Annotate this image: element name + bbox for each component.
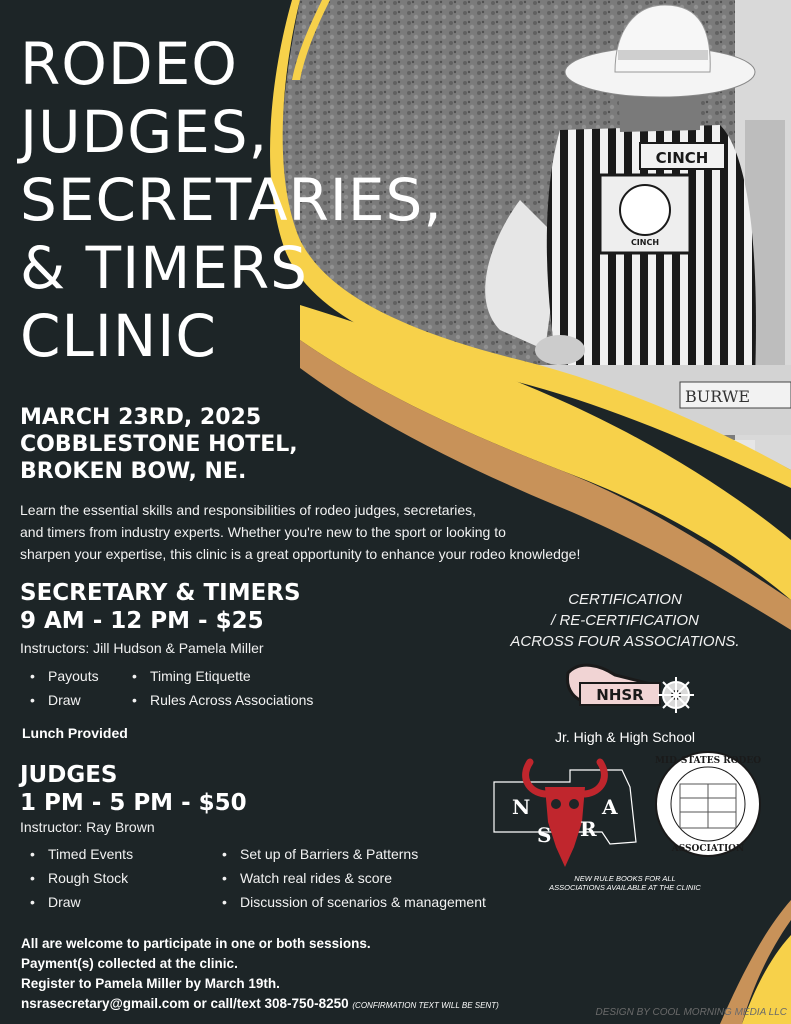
secretary-instructors: Instructors: Jill Hudson & Pamela Miller bbox=[20, 640, 264, 656]
event-city: BROKEN BOW, NE. bbox=[20, 459, 247, 484]
arena-sign-text: BURWE bbox=[685, 387, 751, 406]
intro-paragraph bbox=[20, 499, 720, 565]
title-line: SECRETARIES, bbox=[20, 166, 443, 234]
secretary-session-heading bbox=[20, 579, 301, 635]
list-item: • Timing Etiquette bbox=[132, 664, 313, 688]
list-item: • Set up of Barriers & Patterns bbox=[222, 842, 486, 866]
contact-line bbox=[21, 994, 499, 1016]
secretary-topics-col1 bbox=[30, 664, 99, 712]
vest-patch-text: CINCH bbox=[630, 238, 660, 247]
secretary-heading-time: 9 AM - 12 PM - $25 bbox=[20, 608, 264, 634]
mid-states-rodeo-logo bbox=[652, 748, 764, 860]
list-item: • Discussion of scenarios & management bbox=[222, 890, 486, 914]
title-line: JUDGES, bbox=[20, 98, 269, 166]
nsra-letter: R bbox=[580, 817, 597, 841]
mid-states-bottom-text: ASSOCIATION bbox=[671, 844, 745, 854]
nhsra-logo-text: NHSR bbox=[596, 686, 644, 704]
nsra-letter: A bbox=[602, 795, 618, 819]
nhsra-spur-logo bbox=[560, 655, 700, 725]
nsra-letter: N bbox=[512, 795, 531, 819]
list-item: • Watch real rides & score bbox=[222, 866, 486, 890]
photo-text-overlay bbox=[600, 140, 791, 410]
list-item: • Rough Stock bbox=[30, 866, 133, 890]
cert-line: / RE-CERTIFICATION bbox=[551, 612, 699, 629]
rulebooks-line: ASSOCIATIONS AVAILABLE AT THE CLINIC bbox=[549, 883, 701, 892]
cert-line: CERTIFICATION bbox=[568, 591, 682, 608]
judges-topics-col1 bbox=[30, 842, 133, 914]
title-line: CLINIC bbox=[20, 302, 217, 370]
page-title bbox=[20, 30, 443, 370]
judges-topics-col2 bbox=[222, 842, 486, 914]
judges-session-heading bbox=[20, 761, 247, 817]
judges-instructor: Instructor: Ray Brown bbox=[20, 819, 155, 835]
list-item: • Payouts bbox=[30, 664, 99, 688]
list-item: • Draw bbox=[30, 890, 133, 914]
confirmation-note: (CONFIRMATION TEXT WILL BE SENT) bbox=[352, 1001, 499, 1010]
intro-line: sharpen your expertise, this clinic is a great opportunity to enhance your rodeo knowledge! bbox=[20, 546, 581, 562]
certification-note bbox=[478, 589, 772, 652]
contact-info[interactable]: nsrasecretary@gmail.com or call/text 308-750-8250 bbox=[21, 996, 349, 1011]
footer-line: Register to Pamela Miller by March 19th. bbox=[21, 976, 280, 991]
intro-line: and timers from industry experts. Whether you're new to the sport or looking to bbox=[20, 524, 506, 540]
secretary-topics-col2 bbox=[132, 664, 313, 712]
intro-line: Learn the essential skills and responsibilities of rodeo judges, secretaries, bbox=[20, 502, 477, 518]
rulebooks-note bbox=[525, 874, 725, 892]
cert-line: ACROSS FOUR ASSOCIATIONS. bbox=[510, 633, 740, 650]
footer-line: All are welcome to participate in one or both sessions. bbox=[21, 936, 371, 951]
judges-heading-time: 1 PM - 5 PM - $50 bbox=[20, 790, 247, 816]
mid-states-top-text: MID-STATES RODEO bbox=[654, 756, 762, 766]
jr-high-caption: Jr. High & High School bbox=[554, 729, 696, 745]
judges-heading-title: JUDGES bbox=[20, 762, 118, 788]
design-credit: DESIGN BY COOL MORNING MEDIA LLC bbox=[595, 1007, 787, 1018]
list-item: • Rules Across Associations bbox=[132, 688, 313, 712]
list-item: • Draw bbox=[30, 688, 99, 712]
event-info bbox=[20, 404, 298, 485]
footer-info bbox=[21, 934, 499, 1016]
event-date: MARCH 23RD, 2025 bbox=[20, 405, 262, 430]
title-line: RODEO bbox=[20, 30, 238, 98]
event-venue: COBBLESTONE HOTEL, bbox=[20, 432, 298, 457]
footer-line: Payment(s) collected at the clinic. bbox=[21, 956, 238, 971]
lunch-note: Lunch Provided bbox=[22, 725, 128, 741]
nsra-logo bbox=[490, 752, 640, 872]
rulebooks-line: NEW RULE BOOKS FOR ALL bbox=[574, 874, 676, 883]
spur-rowel-icon bbox=[658, 677, 694, 713]
nsra-letter: S bbox=[537, 823, 552, 847]
title-line: & TIMERS bbox=[20, 234, 309, 302]
vest-text: CINCH bbox=[655, 149, 709, 167]
list-item: • Timed Events bbox=[30, 842, 133, 866]
secretary-heading-title: SECRETARY & TIMERS bbox=[20, 580, 301, 606]
